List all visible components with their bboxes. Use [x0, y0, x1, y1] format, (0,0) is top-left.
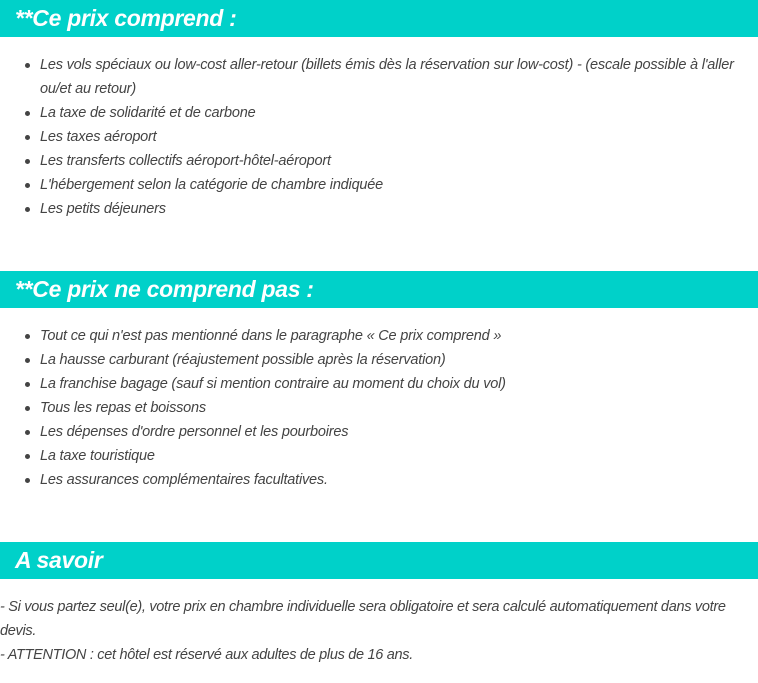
- list-item: Tout ce qui n'est pas mentionné dans le paragraphe « Ce prix comprend »: [40, 324, 750, 348]
- section-header-excludes: [0, 271, 758, 308]
- section-title-includes: **Ce prix comprend :: [15, 5, 237, 31]
- excludes-list: [0, 324, 750, 492]
- list-item: Tous les repas et boissons: [40, 396, 750, 420]
- list-item: Les transferts collectifs aéroport-hôtel-aéroport: [40, 149, 750, 173]
- section-header-includes: [0, 0, 758, 37]
- list-item: L'hébergement selon la catégorie de chambre indiquée: [40, 173, 750, 197]
- info-note-single-room: - Si vous partez seul(e), votre prix en chambre individuelle sera obligatoire et sera calculé automatiquement dans votre devis.: [0, 599, 726, 639]
- info-note-adults-only: - ATTENTION : cet hôtel est réservé aux adultes de plus de 16 ans.: [0, 647, 413, 663]
- list-item: La taxe touristique: [40, 444, 750, 468]
- section-header-info: [0, 542, 758, 579]
- list-item: Les dépenses d'ordre personnel et les pourboires: [40, 420, 750, 444]
- list-item: Les assurances complémentaires facultatives.: [40, 468, 750, 492]
- includes-list: [0, 53, 750, 221]
- list-item: Les vols spéciaux ou low-cost aller-retour (billets émis dès la réservation sur low-cost) - (escale possible à l'aller ou/et au retour): [40, 53, 750, 101]
- section-title-info: A savoir: [15, 547, 103, 573]
- list-item: Les petits déjeuners: [40, 197, 750, 221]
- list-item: La franchise bagage (sauf si mention contraire au moment du choix du vol): [40, 372, 750, 396]
- list-item: La taxe de solidarité et de carbone: [40, 101, 750, 125]
- list-item: La hausse carburant (réajustement possible après la réservation): [40, 348, 750, 372]
- section-title-excludes: **Ce prix ne comprend pas :: [15, 276, 314, 302]
- list-item: Les taxes aéroport: [40, 125, 750, 149]
